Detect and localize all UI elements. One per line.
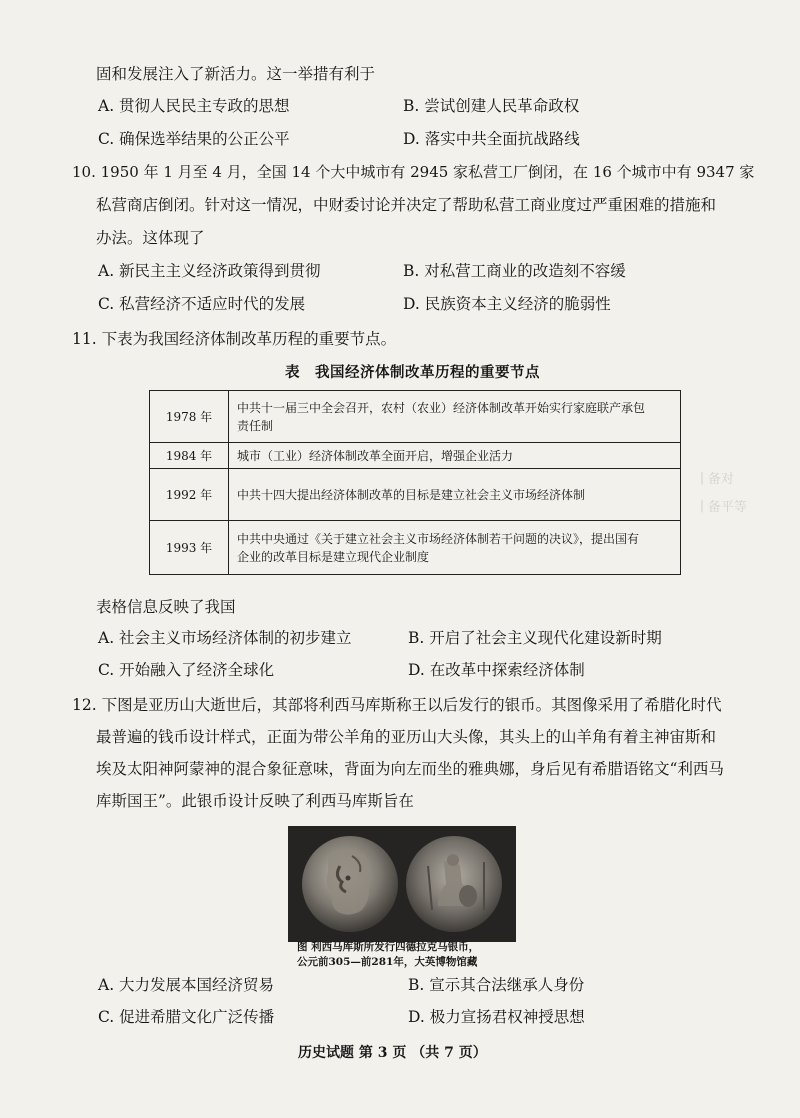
q12-stem-line-2: 最普遍的钱币设计样式，正面为带公羊角的亚历山大头像，其头上的山羊角有着主神宙斯和: [96, 728, 717, 746]
q12-option-c[interactable]: C. 促进希腊文化广泛传播: [98, 1008, 275, 1026]
q11-option-b[interactable]: B. 开启了社会主义现代化建设新时期: [408, 629, 662, 647]
table-cell-event: [229, 391, 681, 443]
table-cell-year: 1984 年: [150, 443, 229, 469]
q9-option-c[interactable]: C. 确保选举结果的公正公平: [98, 130, 290, 148]
table-row: [150, 443, 681, 469]
q10-option-a[interactable]: A. 新民主主义经济政策得到贯彻: [98, 262, 321, 280]
table-cell-event-line: 中共中央通过《关于建立社会主义市场经济体制若干问题的决议》，提出国有: [237, 531, 640, 546]
table-cell-event-line: 城市（工业）经济体制改革全面开启，增强企业活力: [237, 448, 514, 463]
q9-option-b[interactable]: B. 尝试创建人民革命政权: [403, 97, 580, 115]
q10-stem-line-1: 10. 1950 年 1 月至 4 月，全国 14 个大中城市有 2945 家私营工厂倒闭，在 16 个城市中有 9347 家: [72, 163, 755, 181]
q10-option-b[interactable]: B. 对私营工商业的改造刻不容缓: [403, 262, 626, 280]
coin-photo: [288, 826, 516, 942]
q9-stem-tail: 固和发展注入了新活力。这一举措有利于: [96, 65, 376, 83]
coin-reverse-athena-seated: [406, 836, 502, 932]
q12-stem-line-4: 库斯国王”。此银币设计反映了利西马库斯旨在: [96, 792, 414, 810]
q11-option-c[interactable]: C. 开始融入了经济全球化: [98, 661, 275, 679]
q11-stem: 11. 下表为我国经济体制改革历程的重要节点。: [72, 330, 397, 348]
q11-option-d[interactable]: D. 在改革中探索经济体制: [408, 661, 585, 679]
table-row: [150, 469, 681, 521]
q9-option-d[interactable]: D. 落实中共全面抗战路线: [403, 130, 580, 148]
table-cell-event: [229, 443, 681, 469]
page-footer: 历史试题 第 3 页 （共 7 页）: [298, 1045, 487, 1061]
q12-option-a[interactable]: A. 大力发展本国经济贸易: [98, 976, 275, 994]
table-cell-event: [229, 521, 681, 575]
q10-option-d[interactable]: D. 民族资本主义经济的脆弱性: [403, 295, 611, 313]
q12-option-b[interactable]: B. 宣示其合法继承人身份: [408, 976, 585, 994]
table-cell-event-line: 中共十四大提出经济体制改革的目标是建立社会主义市场经济体制: [237, 487, 586, 502]
table-cell-year: 1993 年: [150, 521, 229, 575]
table-row: [150, 521, 681, 575]
bleed-through-mark: ∣ 备对: [700, 472, 734, 487]
table-row: [150, 391, 681, 443]
table-cell-event-line: 企业的改革目标是建立现代企业制度: [237, 549, 430, 564]
figure-caption-line-2: 公元前305—前281年，大英博物馆藏: [297, 956, 478, 968]
table-title: 表 我国经济体制改革历程的重要节点: [285, 364, 540, 381]
table-cell-year: 1992 年: [150, 469, 229, 521]
q12-option-d[interactable]: D. 极力宣扬君权神授思想: [408, 1008, 585, 1026]
reform-timeline-table: [149, 390, 681, 575]
coin-obverse-alexander-head: [302, 836, 398, 932]
q10-stem-line-2: 私营商店倒闭。针对这一情况，中财委讨论并决定了帮助私营工商业度过严重困难的措施和: [96, 196, 717, 214]
table-cell-event-line: 责任制: [237, 418, 274, 433]
table-cell-event-line: 中共十一届三中全会召开，农村（农业）经济体制改革开始实行家庭联产承包: [237, 400, 646, 415]
q12-stem-line-1: 12. 下图是亚历山大逝世后，其部将利西马库斯称王以后发行的银币。其图像采用了希腊化时代: [72, 696, 722, 714]
q11-question: 表格信息反映了我国: [96, 598, 236, 616]
coin-illustration: [288, 826, 516, 942]
bleed-through-mark: ∣ 备平等: [700, 500, 747, 515]
table-cell-year: 1978 年: [150, 391, 229, 443]
q11-option-a[interactable]: A. 社会主义市场经济体制的初步建立: [98, 629, 352, 647]
q10-option-c[interactable]: C. 私营经济不适应时代的发展: [98, 295, 306, 313]
table-cell-event: [229, 469, 681, 521]
q9-option-a[interactable]: A. 贯彻人民民主专政的思想: [98, 97, 290, 115]
figure-caption-line-1: 图 利西马库斯所发行四德拉克马银币，: [297, 941, 480, 953]
q10-stem-line-3: 办法。这体现了: [96, 229, 205, 247]
q12-stem-line-3: 埃及太阳神阿蒙神的混合象征意味，背面为向左而坐的雅典娜，身后见有希腊语铭文“利西马: [96, 760, 724, 778]
